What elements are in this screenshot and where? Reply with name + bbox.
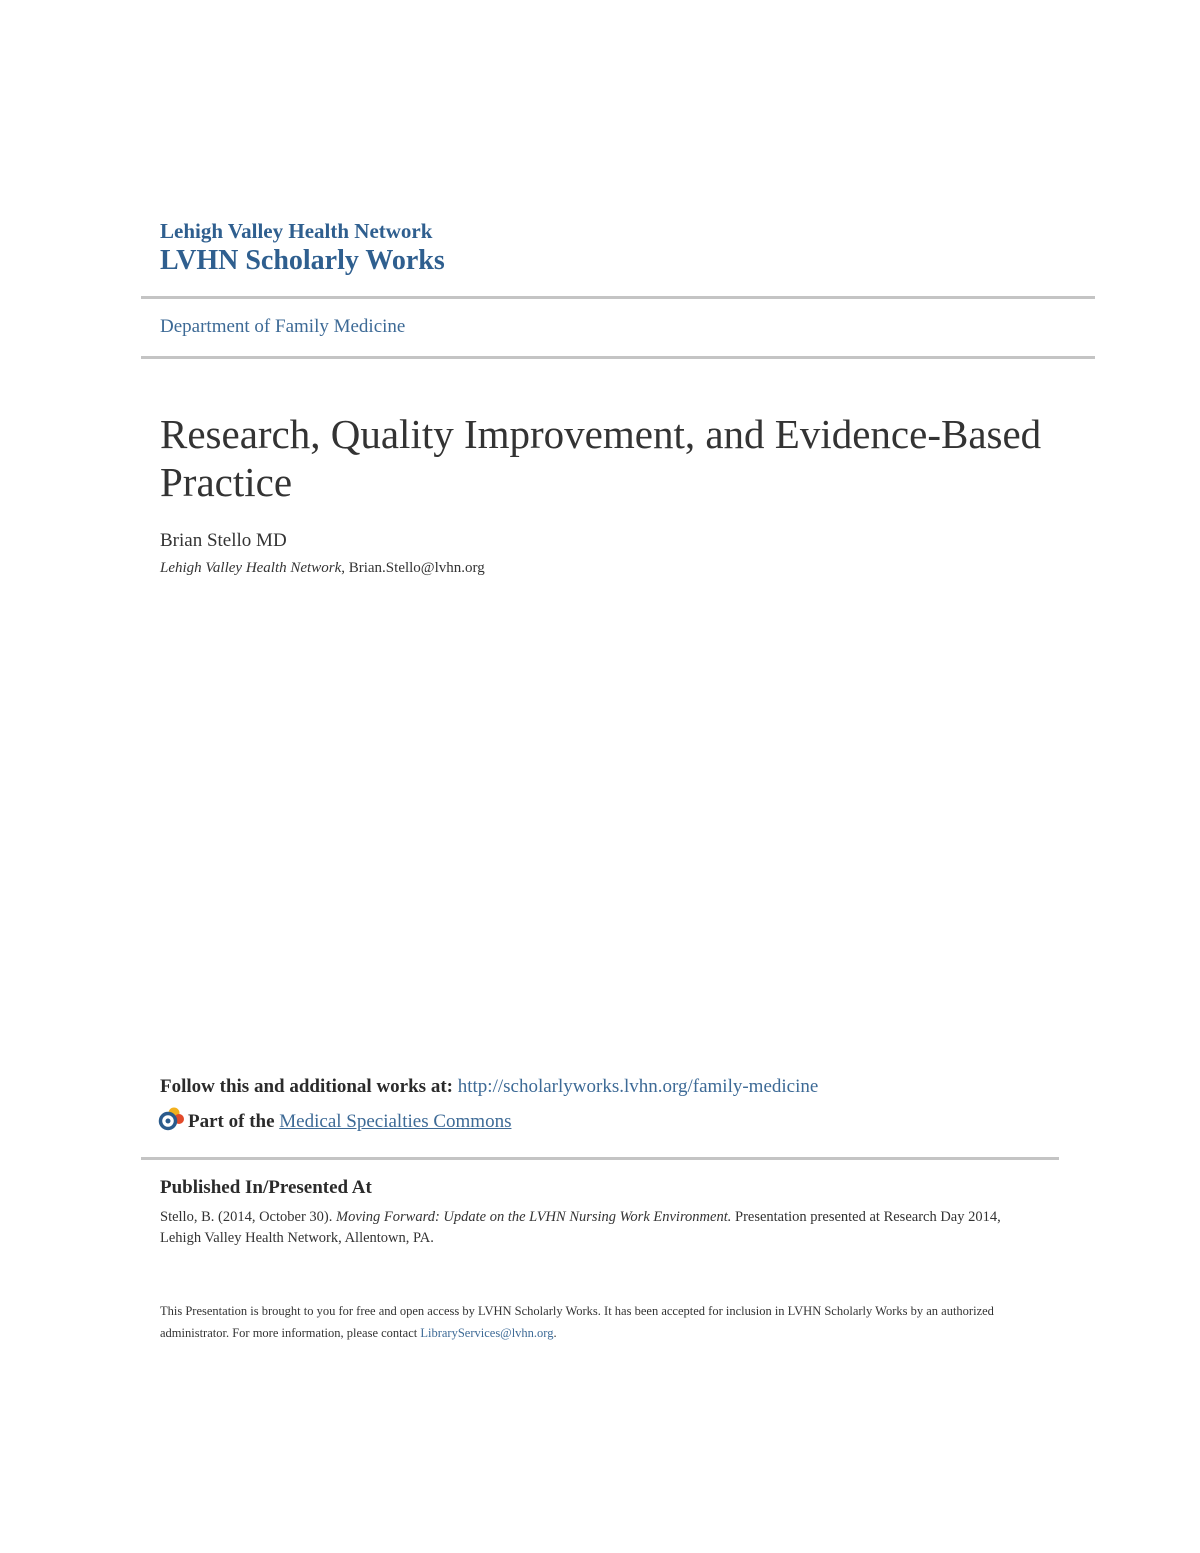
library-services-email-link[interactable]: LibraryServices@lvhn.org — [420, 1326, 554, 1340]
part-of-label: Part of the — [188, 1111, 280, 1132]
divider-middle — [141, 356, 1095, 359]
affiliation-email: , Brian.Stello@lvhn.org — [341, 560, 485, 576]
organization-name: Lehigh Valley Health Network — [160, 219, 433, 243]
citation — [160, 1207, 1030, 1249]
part-of-line — [188, 1111, 511, 1133]
published-heading: Published In/Presented At — [160, 1177, 372, 1198]
department-link[interactable]: Department of Family Medicine — [160, 316, 406, 337]
author-affiliation — [160, 560, 485, 577]
repository-name[interactable]: LVHN Scholarly Works — [160, 245, 445, 276]
citation-title: Moving Forward: Update on the LVHN Nursing Work Environment. — [336, 1209, 732, 1225]
document-title: Research, Quality Improvement, and Evidence-Based Practice — [160, 411, 1042, 505]
divider-bottom — [141, 1157, 1059, 1160]
follow-label: Follow this and additional works at: — [160, 1076, 458, 1097]
affiliation-institution: Lehigh Valley Health Network — [160, 560, 342, 576]
digital-commons-network-icon — [157, 1105, 187, 1133]
author-name: Brian Stello MD — [160, 530, 287, 551]
follow-line — [160, 1076, 818, 1098]
footer-note — [160, 1300, 1050, 1344]
footer-text: This Presentation is brought to you for free and open access by LVHN Scholarly Works. It has been accepted for inclusion in LVHN Scholarly Works by an authorized administrator. For more information, please contact — [160, 1304, 994, 1340]
medical-specialties-commons-link[interactable]: Medical Specialties Commons — [279, 1111, 512, 1132]
citation-end: Presentation presented at Research Day 2014, Lehigh Valley Health Network, Allentown, PA. — [160, 1209, 1001, 1246]
footer-suffix: . — [553, 1326, 557, 1340]
divider-top — [141, 296, 1095, 299]
citation-start: Stello, B. (2014, October 30). — [160, 1209, 336, 1225]
follow-url-link[interactable]: http://scholarlyworks.lvhn.org/family-medicine — [457, 1076, 819, 1097]
